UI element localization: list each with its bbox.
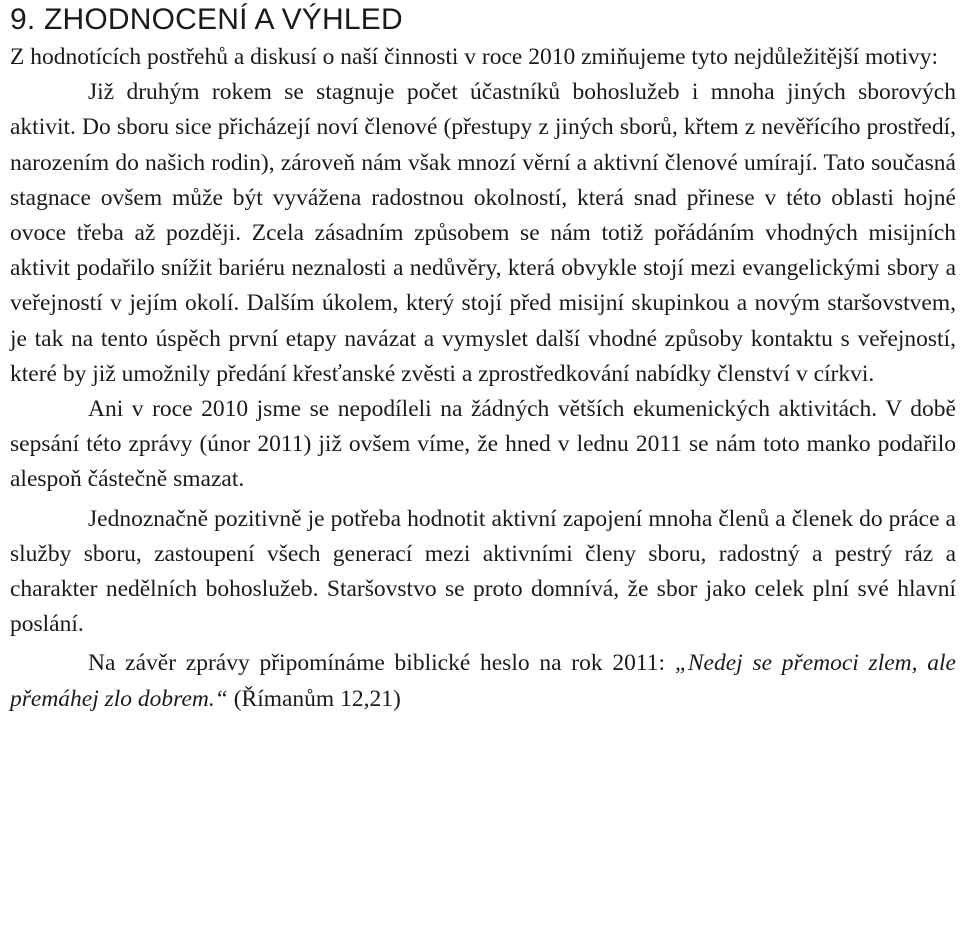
intro-paragraph: Z hodnotících postřehů a diskusí o naší činnosti v roce 2010 zmiňujeme tyto nejdůležitější motivy: [10,44,939,70]
paragraph-positive: Jednoznačně pozitivně je potřeba hodnotit aktivní zapojení mnoha členů a členek do práce a služby sboru, zastoupení všech generací mezi aktivními členy sboru, radostný a pestrý ráz a charakter nedělních bohoslužeb. Staršovstvo se proto domnívá, že sbor jako celek plní své hlavní poslání. [10,505,956,638]
paragraph-ecumenical: Ani v roce 2010 jsme se nepodíleli na žádných větších ekumenických aktivitách. V době sepsání této zprávy (únor 2011) již ovšem víme, že hned v lednu 2011 se nám toto manko podařilo alespoň částečně smazat. [10,396,956,493]
section-heading: 9. ZHODNOCENÍ A VÝHLED [10,3,403,36]
document-page [10,0,956,717]
closing-intro: Na závěr zprávy připomínáme biblické heslo na rok 2011: [88,650,675,677]
bible-verse-reference: (Římanům 12,21) [227,685,401,712]
paragraph-stagnation: Již druhým rokem se stagnuje počet účastníků bohoslužeb i mnoha jiných sborových aktivit. Do sboru sice přicházejí noví členové (přestupy z jiných sborů, křtem z nevěřícího prostředí, narozením do našich rodin), zároveň nám však mnozí věrní a aktivní členové umírají. Tato současná stagnace ovšem může být vyvážena radostnou okolností, která snad přinese v této oblasti hojné ovoce třeba až později. Zcela zásadním způsobem se nám totiž pořádáním vhodných misijních aktivit podařilo snížit bariéru neznalosti a nedůvěry, která obvykle stojí mezi evangelickými sbory a veřejností v jejím okolí. Dalším úkolem, který stojí před misijní skupinkou a novým staršovstvem, je tak na tento úspěch první etapy navázat a vymyslet další vhodné způsoby kontaktu s veřejností, které by již umožnily předání křesťanské zvěsti a zprostředkování nabídky členství v církvi. [10,79,956,387]
bible-verse-quote: „Nedej se přemoci zlem, ale přemáhej zlo dobrem.“ [10,650,956,712]
closing-paragraph [10,646,956,716]
